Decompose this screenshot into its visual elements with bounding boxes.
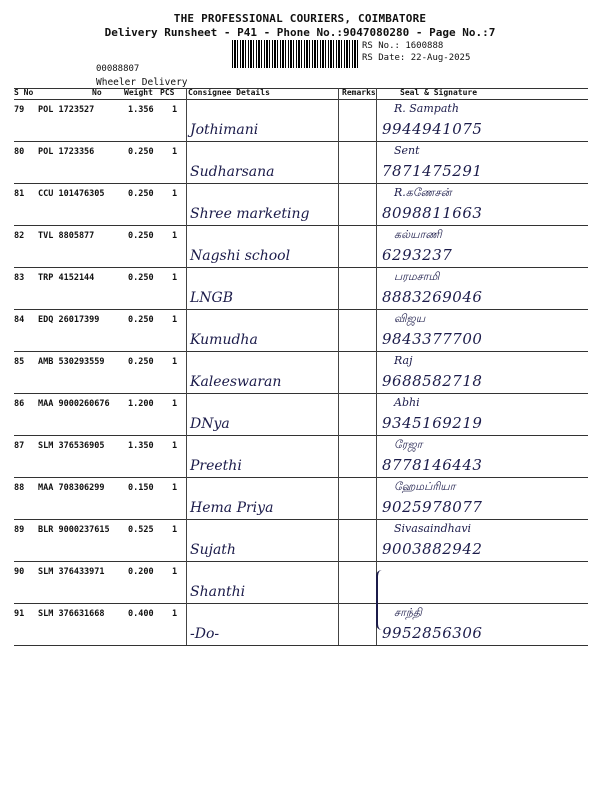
delivery-type-fragment: Wheeler Delivery: [96, 77, 188, 88]
col-consignee: Consignee Details: [188, 88, 270, 97]
signature-mark: கல்யாணி: [394, 228, 442, 241]
cell-pcs: 1: [172, 441, 178, 451]
cell-weight: 0.150: [128, 483, 154, 493]
cell-weight: 0.400: [128, 609, 154, 619]
cell-awb: SLM 376631668: [38, 609, 105, 619]
cell-pcs: 1: [172, 525, 178, 535]
cell-weight: 1.356: [128, 105, 154, 115]
signature-phone: 8778146443: [382, 456, 483, 474]
col-remarks: Remarks: [342, 88, 376, 97]
signature-phone: 9944941075: [382, 120, 483, 138]
cell-weight: 0.200: [128, 567, 154, 577]
cell-weight: 1.350: [128, 441, 154, 451]
consignee-handwriting: Kumudha: [190, 332, 258, 348]
cell-pcs: 1: [172, 357, 178, 367]
cell-weight: 0.250: [128, 315, 154, 325]
table-row: [14, 226, 588, 268]
cell-awb: POL 1723356: [38, 147, 95, 157]
cell-awb: POL 1723527: [38, 105, 95, 115]
table-row: [14, 478, 588, 520]
cell-awb: BLR 9000237615: [38, 525, 110, 535]
cell-pcs: 1: [172, 105, 178, 115]
cell-sno: 87: [14, 441, 25, 451]
cell-weight: 0.250: [128, 147, 154, 157]
signature-mark: ஹேமப்ரியா: [394, 480, 456, 493]
cell-pcs: 1: [172, 147, 178, 157]
cell-sno: 90: [14, 567, 25, 577]
cell-weight: 0.250: [128, 273, 154, 283]
cell-pcs: 1: [172, 609, 178, 619]
consignee-handwriting: -Do-: [190, 626, 220, 642]
signature-mark: சாந்தி: [394, 606, 422, 619]
cell-weight: 0.250: [128, 357, 154, 367]
table-row: [14, 100, 588, 142]
cell-pcs: 1: [172, 231, 178, 241]
table-row: [14, 268, 588, 310]
cell-sno: 83: [14, 273, 25, 283]
table-row: [14, 310, 588, 352]
signature-mark: Sivasaindhavi: [394, 522, 472, 535]
signature-phone: 8098811663: [382, 204, 483, 222]
signature-phone: 9025978077: [382, 498, 483, 516]
signature-phone: 9952856306: [382, 624, 483, 642]
cell-pcs: 1: [172, 483, 178, 493]
table-row: [14, 562, 588, 604]
cell-sno: 81: [14, 189, 25, 199]
signature-phone: 7871475291: [382, 162, 483, 180]
signature-phone: 8883269046: [382, 288, 483, 306]
consignee-handwriting: Kaleeswaran: [190, 374, 282, 390]
consignee-handwriting: Preethi: [190, 458, 242, 474]
cell-awb: SLM 376433971: [38, 567, 105, 577]
col-no: No: [92, 88, 102, 97]
consignee-handwriting: Shree marketing: [190, 206, 310, 222]
barcode: [232, 40, 358, 68]
signature-phone: 9345169219: [382, 414, 483, 432]
cell-awb: AMB 530293559: [38, 357, 105, 367]
cell-awb: TRP 4152144: [38, 273, 95, 283]
signature-mark: R.கணேசன்: [394, 186, 452, 199]
consignee-handwriting: Sudharsana: [190, 164, 275, 180]
signature-mark: Raj: [394, 354, 413, 367]
left-info: [96, 64, 188, 88]
cell-sno: 86: [14, 399, 25, 409]
cell-weight: 0.250: [128, 231, 154, 241]
cell-pcs: 1: [172, 567, 178, 577]
cell-sno: 88: [14, 483, 25, 493]
cell-sno: 80: [14, 147, 25, 157]
cell-weight: 0.250: [128, 189, 154, 199]
signature-mark: Abhi: [394, 396, 420, 409]
runsheet-subtitle: Delivery Runsheet - P41 - Phone No.:9047080280 - Page No.:7: [104, 26, 496, 39]
cell-sno: 85: [14, 357, 25, 367]
cell-awb: MAA 708306299: [38, 483, 105, 493]
grid-hline: [14, 88, 588, 89]
cell-pcs: 1: [172, 189, 178, 199]
runsheet-id-fragment: 00088807: [96, 64, 140, 74]
cell-pcs: 1: [172, 315, 178, 325]
consignee-handwriting: Shanthi: [190, 584, 246, 600]
table-row: [14, 184, 588, 226]
consignee-handwriting: DNya: [190, 416, 230, 432]
col-sno: S No: [14, 88, 34, 97]
consignee-handwriting: Sujath: [190, 542, 236, 558]
signature-phone: 9003882942: [382, 540, 483, 558]
col-seal: Seal & Signature: [400, 88, 478, 97]
consignee-handwriting: LNGB: [190, 290, 234, 306]
table-row: [14, 436, 588, 478]
cell-sno: 79: [14, 105, 25, 115]
cell-pcs: 1: [172, 399, 178, 409]
rs-date: RS Date: 22-Aug-2025: [362, 53, 471, 63]
table-header: [14, 88, 588, 98]
signature-mark: விஜய: [394, 312, 426, 325]
cell-sno: 91: [14, 609, 25, 619]
signature-phone: 6293237: [382, 246, 453, 264]
signature-mark: ரேஜா: [394, 438, 423, 451]
cell-sno: 82: [14, 231, 25, 241]
consignee-handwriting: Nagshi school: [190, 248, 291, 264]
signature-mark: பரமசாமி: [394, 270, 440, 283]
cell-sno: 84: [14, 315, 25, 325]
cell-awb: TVL 8805877: [38, 231, 95, 241]
consignee-handwriting: Hema Priya: [190, 500, 274, 516]
cell-pcs: 1: [172, 273, 178, 283]
cell-awb: EDQ 26017399: [38, 315, 100, 325]
signature-mark: R. Sampath: [394, 102, 459, 115]
company-title: THE PROFESSIONAL COURIERS, COIMBATORE: [173, 12, 427, 25]
table-row: [14, 142, 588, 184]
col-weight: Weight: [124, 88, 153, 97]
cell-awb: CCU 101476305: [38, 189, 105, 199]
table-row: [14, 604, 588, 646]
cell-weight: 0.525: [128, 525, 154, 535]
signature-phone: 9688582718: [382, 372, 483, 390]
signature-phone: 9843377700: [382, 330, 483, 348]
cell-awb: SLM 376536905: [38, 441, 105, 451]
cell-weight: 1.200: [128, 399, 154, 409]
rs-number: RS No.: 1600888: [362, 41, 444, 51]
rs-info: [362, 40, 470, 64]
consignee-handwriting: Jothimani: [190, 122, 259, 138]
table-row: [14, 520, 588, 562]
signature-mark: Sent: [394, 144, 420, 157]
col-pcs: PCS: [160, 88, 175, 97]
cell-awb: MAA 9000260676: [38, 399, 110, 409]
cell-sno: 89: [14, 525, 25, 535]
table-row: [14, 352, 588, 394]
table-row: [14, 394, 588, 436]
